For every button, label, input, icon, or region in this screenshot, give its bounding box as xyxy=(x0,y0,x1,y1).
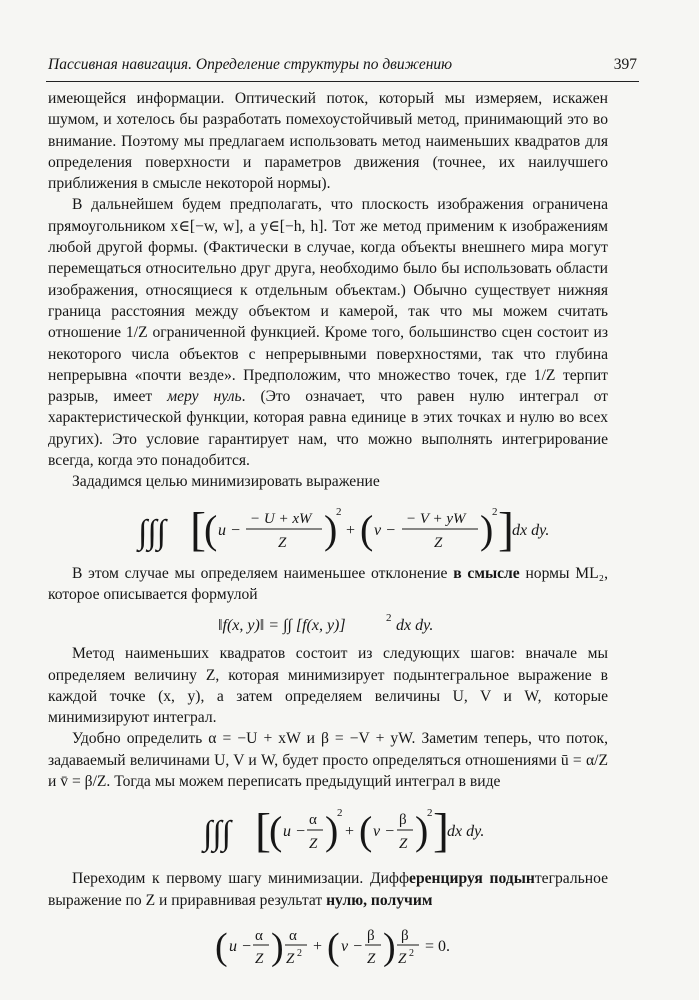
svg-text:(: ( xyxy=(327,925,340,968)
formula-1 xyxy=(68,499,608,559)
formula-2-drawing xyxy=(218,611,458,637)
formula-3-drawing xyxy=(203,800,485,860)
svg-text:Z: Z xyxy=(278,534,287,551)
running-header xyxy=(48,56,637,78)
paragraph-7-text-a: Переходим к первому шагу минимизации. Дифф xyxy=(72,870,410,888)
svg-text:− V + yW: − V + yW xyxy=(406,510,466,527)
paragraph-4 xyxy=(48,563,608,606)
formula-3 xyxy=(68,800,608,860)
formula-1-drawing xyxy=(138,499,550,559)
paragraph-4-text-b: нормы ML₂, которое описывается формулой xyxy=(48,564,608,603)
paragraph-7-bold-2: нулю, получим xyxy=(326,891,433,909)
paragraph-4-text-a: В этом случае мы определяем наименьшее отклонение xyxy=(72,564,454,582)
svg-text:): ) xyxy=(324,506,338,552)
measure-zero-term: меру нуль xyxy=(167,388,242,406)
svg-text:‖f(x, y)‖ = ∫∫ [f(x, y)]: ‖f(x, y)‖ = ∫∫ [f(x, y)] xyxy=(218,617,346,635)
svg-text:2: 2 xyxy=(409,947,414,959)
svg-text:]: ] xyxy=(433,804,449,858)
svg-text:2: 2 xyxy=(336,505,342,518)
paragraph-2 xyxy=(48,194,608,471)
svg-text:2: 2 xyxy=(386,612,392,625)
formula-4-drawing xyxy=(215,921,465,971)
svg-text:Z: Z xyxy=(286,950,295,967)
svg-text:2: 2 xyxy=(337,807,343,820)
svg-text:2: 2 xyxy=(297,947,302,959)
svg-text:): ) xyxy=(480,506,494,552)
page-number: 397 xyxy=(613,56,637,73)
svg-text:): ) xyxy=(383,925,396,968)
svg-text:Z: Z xyxy=(255,950,264,967)
svg-text:): ) xyxy=(271,925,284,968)
page-body xyxy=(48,88,608,971)
svg-text:[: [ xyxy=(255,804,271,858)
header-rule xyxy=(46,81,639,82)
svg-text:v −: v − xyxy=(341,937,363,955)
svg-text:α: α xyxy=(255,927,263,944)
svg-text:+: + xyxy=(345,823,355,841)
svg-text:dx dy.: dx dy. xyxy=(396,617,434,635)
paragraph-2-text-b: . (Это означает, что равен нулю интеграл от характеристической функции, которая равна единице в этих точках и нулю во всех других). Это условие гарантирует нам, что можно выполнять интегрирование всегда, когда это понадобится. xyxy=(48,388,608,470)
paragraph-7 xyxy=(48,868,608,911)
svg-text:dx dy.: dx dy. xyxy=(512,521,550,539)
svg-text:+: + xyxy=(313,937,323,955)
paragraph-5: Метод наименьших квадратов состоит из следующих шагов: вначале мы определяем величину Z, которая минимизирует подынтегральное выражение в каждой точке (x, y), а затем определяем величины U, V и W, которые минимизируют интеграл. xyxy=(48,645,608,727)
svg-text:]: ] xyxy=(498,502,514,556)
svg-text:v −: v − xyxy=(374,521,396,539)
svg-text:u −: u − xyxy=(283,823,306,841)
svg-text:= 0.: = 0. xyxy=(425,937,451,955)
svg-text:+: + xyxy=(346,521,356,539)
paragraph-2-text-a: В дальнейшем будем предполагать, что плоскость изображения ограничена прямоугольником x∈[−w, w], а y∈[−h, h]. Тот же метод применим к изображениям любой другой формы. (Фактически в случае, когда объекты внешнего мира могут перемещаться относительно друг друга, необходимо было бы использовать области изображения, относящиеся к отдельным объектам.) Обычно существует нижняя граница расстояния между объектом и камерой, так что мы можем считать отношение 1/Z ограниченной функцией. Кроме того, большинство сцен состоит из некоторого числа объектов с непрерывными поверхностями, так что глубина непрерывна «почти везде». Предположим, что множество точек, где 1/Z терпит разрыв, имеет xyxy=(48,196,608,406)
running-title: Пассивная навигация. Определение структуры по движению xyxy=(48,56,453,73)
svg-text:− U + xW: − U + xW xyxy=(250,510,312,527)
svg-text:): ) xyxy=(325,808,339,854)
paragraph-7-bold-1: еренцируя подын xyxy=(409,870,535,888)
svg-text:β: β xyxy=(399,812,407,829)
formula-4 xyxy=(72,921,608,971)
paragraph-1: имеющейся информации. Оптический поток, который мы измеряем, искажен шумом, и хотелось бы разработать помехоустойчивый метод, принимающий это во внимание. Поэтому мы предлагаем использовать метод наименьших квадратов для определения поверхности и параметров движения (точнее, их наилучшего приближения в смысле некоторой нормы). xyxy=(48,90,608,193)
svg-text:u −: u − xyxy=(218,521,241,539)
paragraph-7-text-b: тегральное выражение по Z и приравнивая результат xyxy=(48,870,608,909)
svg-text:): ) xyxy=(415,808,429,854)
svg-text:Z: Z xyxy=(434,534,443,551)
svg-text:Z: Z xyxy=(398,950,407,967)
paragraph-3: Зададимся целью минимизировать выражение xyxy=(72,473,380,491)
svg-text:Z: Z xyxy=(399,836,408,853)
svg-text:dx dy.: dx dy. xyxy=(447,823,485,841)
svg-text:[: [ xyxy=(190,502,206,556)
svg-text:u −: u − xyxy=(229,937,252,955)
svg-text:Z: Z xyxy=(309,836,318,853)
formula-2 xyxy=(68,611,608,637)
svg-text:Z: Z xyxy=(367,950,376,967)
svg-text:(: ( xyxy=(359,808,373,854)
svg-text:(: ( xyxy=(360,506,374,552)
svg-text:α: α xyxy=(289,927,297,944)
svg-text:(: ( xyxy=(269,808,283,854)
svg-text:β: β xyxy=(401,927,409,944)
svg-text:∫∫∫: ∫∫∫ xyxy=(138,513,166,551)
svg-text:(: ( xyxy=(215,925,228,968)
svg-text:∫∫∫: ∫∫∫ xyxy=(203,815,231,853)
paragraph-6: Удобно определить α = −U + xW и β = −V + yW. Заметим теперь, что поток, задаваемый величинами U, V и W, будет просто определяться отношениями ū = α/Z и v̄ = β/Z. Тогда мы можем переписать предыдущий интеграл в виде xyxy=(48,730,608,791)
svg-text:β: β xyxy=(367,927,375,944)
svg-text:2: 2 xyxy=(427,807,433,820)
svg-text:α: α xyxy=(309,812,317,829)
svg-text:(: ( xyxy=(204,506,218,552)
svg-text:v −: v − xyxy=(373,823,395,841)
svg-text:2: 2 xyxy=(492,505,498,518)
paragraph-4-bold: в смысле xyxy=(453,564,520,582)
